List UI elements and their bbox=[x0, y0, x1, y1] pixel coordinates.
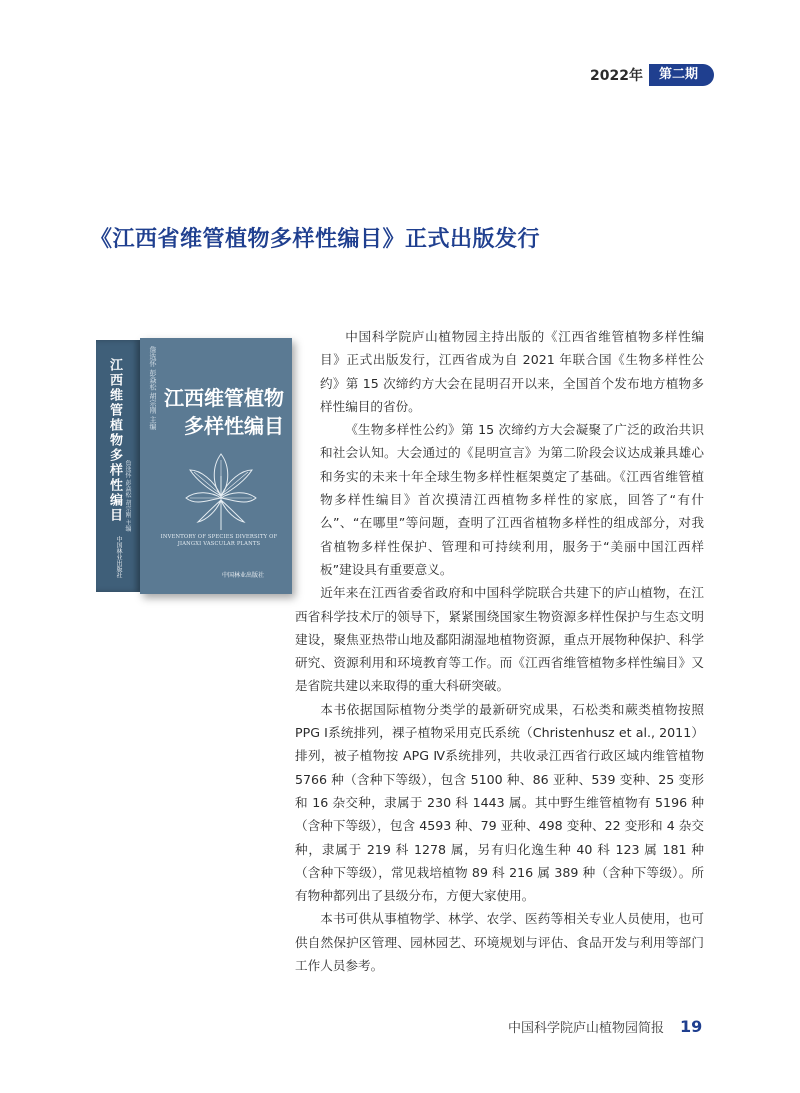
paragraph-2: 《生物多样性公约》第 15 次缔约方大会凝聚了广泛的政治共识和社会认知。大会通过的《昆明宣言》为第二阶段会议达成兼具雄心和务实的未来十年全球生物多样性框架奠定了基础。《江西省维管植物多样性编目》首次摸清江西植物多样性的家底，回答了“有什么”、“在哪里”等问题，查明了江西省植物多样性的组成部分，对我省植物多样性保护、管理和可持续利用，服务于“美丽中国江西样板”建设具有重要意义。 bbox=[320, 422, 704, 577]
cover-title bbox=[160, 384, 284, 440]
issue-year: 2022年 bbox=[590, 68, 643, 84]
cover-title-line2: 多样性编目 bbox=[184, 414, 284, 438]
book-cover-image bbox=[96, 338, 292, 594]
footer-org: 中国科学院庐山植物园简报 bbox=[508, 1021, 665, 1036]
page-number: 19 bbox=[680, 1017, 703, 1036]
spine-publisher: 中国林业出版社 bbox=[115, 536, 122, 578]
paragraph-1: 中国科学院庐山植物园主持出版的《江西省维管植物多样性编目》正式出版发行，江西省成为自 2021 年联合国《生物多样性公约》第 15 次缔约方大会在昆明召开以来，全国首个发布地方植物多样性编目的省份。 bbox=[320, 329, 704, 414]
spine-title: 江西维管植物多样性编目 bbox=[107, 358, 122, 523]
spine-authors: 詹选怀 彭焱松 胡宗刚 主编 bbox=[124, 460, 131, 532]
book-front-cover bbox=[140, 338, 292, 594]
page-footer bbox=[508, 1017, 702, 1036]
cover-publisher: 中国林业出版社 bbox=[222, 572, 265, 579]
book-spine bbox=[96, 340, 140, 592]
issue-badge: 第二期 bbox=[649, 64, 714, 86]
issue-tag bbox=[590, 64, 714, 86]
cover-authors: 詹选怀 彭焱松 胡宗刚 主编 bbox=[149, 346, 157, 430]
paragraph-4: 本书依据国际植物分类学的最新研究成果，石松类和蕨类植物按照 PPG Ⅰ系统排列，裸子植物采用克氏系统（Christenhusz et al., 2011）排列，被子植物按 APG Ⅳ系统排列，共收录江西省行政区域内维管植物 5766 种（含种下等级），包含 5100 种、86 亚种、539 变种、25 变形和 16 杂交种，隶属于 230 科 1443 属。其中野生维管植物有 5196 种（含种下等级），包含 4593 种、79 亚种、498 变种、22 变形和 4 杂交种，隶属于 219 科 1278 属，另有归化逸生种 40 科 123 属 181 种（含种下等级），常见栽培植物 89 科 216 属 389 种（含种下等级）。所有物种都列出了县级分布，方便大家使用。 bbox=[295, 701, 704, 904]
paragraph-5: 本书可供从事植物学、林学、农学、医药等相关专业人员使用，也可供自然保护区管理、园林园艺、环境规划与评估、食品开发与利用等部门工作人员参考。 bbox=[295, 911, 704, 974]
article-title: 《江西省维管植物多样性编目》正式出版发行 bbox=[90, 227, 541, 252]
article-body bbox=[295, 325, 704, 977]
cover-english-title: INVENTORY OF SPECIES DIVERSITY OF JIANGXI VASCULAR PLANTS bbox=[160, 534, 278, 547]
leaf-icon bbox=[182, 446, 260, 536]
cover-title-line1: 江西维管植物 bbox=[164, 386, 284, 410]
paragraph-3: 近年来在江西省委省政府和中国科学院联合共建下的庐山植物，在江西省科学技术厅的领导下，紧紧围绕国家生物资源多样性保护与生态文明建设，聚焦亚热带山地及鄱阳湖湿地植物资源，重点开展物种保护、科学研究、资源利用和环境教育等工作。而《江西省维管植物多样性编目》又是省院共建以来取得的重大科研突破。 bbox=[295, 585, 704, 694]
